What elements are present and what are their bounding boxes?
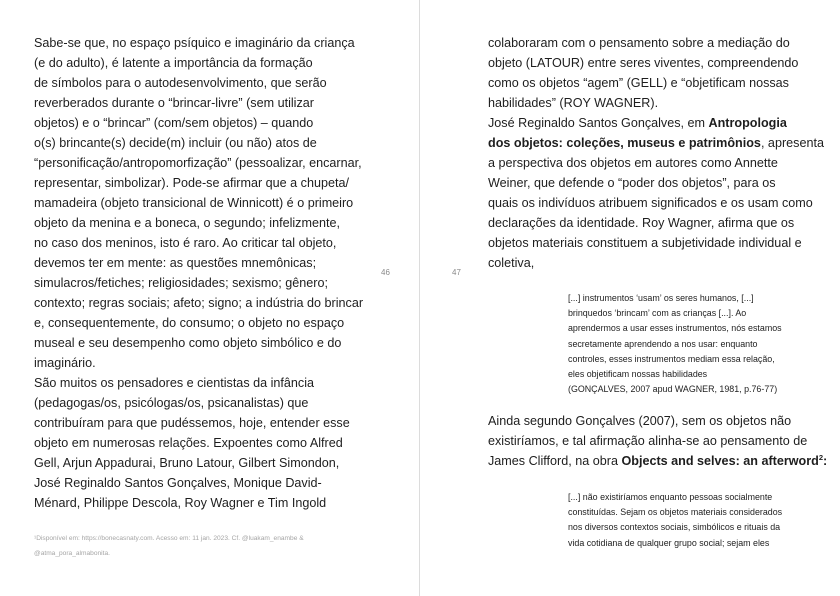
right-page-body-top [488, 33, 828, 273]
quote-line: nos diversos contextos sociais, simbólicos e rituais da [568, 522, 781, 533]
body-line: declarações da identidade. Roy Wagner, afirma que os [488, 216, 795, 230]
block-quote [568, 490, 828, 551]
body-line: simulacros/fetiches; religiosidades; sexismo; gênero; [34, 276, 328, 290]
body-line [488, 133, 828, 153]
body-line: São muitos os pensadores e cientistas da infância [34, 376, 315, 390]
body-line: e, consequentemente, do consumo; o objeto no espaço [34, 316, 345, 330]
body-line: mamadeira (objeto transicional de Winnicott) é o primeiro [34, 196, 354, 210]
body-line: objeto da menina e a boneca, o segundo; infelizmente, [34, 216, 340, 230]
body-line: (pedagogas/os, psicólogas/os, psicanalistas) que [34, 396, 309, 410]
body-line: José Reginaldo Santos Gonçalves, Monique David- [34, 476, 322, 490]
body-line: Weiner, que defende o “poder dos objetos”, para os [488, 176, 776, 190]
book-title-part: Antropologia [708, 116, 787, 130]
footnote-line: @atma_pora_almabonita. [34, 550, 110, 557]
quote-line: brinquedos ‘brincam’ com as crianças [...]. Ao [568, 308, 747, 319]
body-line: objeto em numerosas relações. Expoentes como Alfred [34, 436, 343, 450]
book-title-part: dos objetos: coleções, museus e patrimônios [488, 136, 761, 150]
body-text-run: , apresenta [760, 136, 824, 150]
work-title: Objects and selves: an afterword [621, 454, 819, 468]
footnote [34, 531, 364, 561]
page-number-right: 47 [452, 268, 461, 277]
page-number-left: 46 [381, 268, 390, 277]
body-line: Ainda segundo Gonçalves (2007), sem os objetos não [488, 414, 792, 428]
quote-line: vida cotidiana de qualquer grupo social; sejam eles [568, 537, 770, 548]
colon: : [823, 454, 828, 468]
body-line: Ménard, Philippe Descola, Roy Wagner e Tim Ingold [34, 496, 327, 510]
body-line: imaginário. [34, 356, 96, 370]
body-line: no caso dos meninos, isto é raro. Ao criticar tal objeto, [34, 236, 337, 250]
body-line: coletiva, [488, 256, 535, 270]
body-line: quais os indivíduos atribuem significados e os usam como [488, 196, 813, 210]
quote-line: controles, esses instrumentos mediam essa relação, [568, 353, 775, 364]
body-line: a perspectiva dos objetos em autores como Annette [488, 156, 778, 170]
body-line: existiríamos, e tal afirmação alinha-se ao pensamento de [488, 434, 808, 448]
quote-line: aprendermos a usar esses instrumentos, nós estamos [568, 323, 782, 334]
body-line: representar, simbolizar). Pode-se afirmar que a chupeta/ [34, 176, 349, 190]
body-line: o(s) brincante(s) decide(m) incluir (ou não) atos de [34, 136, 317, 150]
quote-line: eles objetificam nossas habilidades [568, 369, 708, 380]
body-line: Sabe-se que, no espaço psíquico e imaginário da criança [34, 36, 355, 50]
footnote-line: ¹Disponível em: https://bonecasnaty.com. Acesso em: 11 jan. 2023. Cf. @luakam_enambe & [34, 535, 304, 542]
body-line: (e do adulto), é latente a importância da formação [34, 56, 313, 70]
body-line: museal e seu desempenho como objeto simbólico e do [34, 336, 342, 350]
body-line [488, 113, 828, 133]
body-line: objeto (LATOUR) entre seres viventes, compreendendo [488, 56, 799, 70]
right-page-body-middle [488, 411, 828, 471]
body-text-run: José Reginaldo Santos Gonçalves, em [488, 116, 709, 130]
body-line: objetos materiais constituem a subjetividade individual e [488, 236, 802, 250]
body-line [488, 451, 828, 471]
body-line: devemos ter em mente: as questões mnemônicas; [34, 256, 317, 270]
left-page [0, 0, 419, 596]
block-quote [568, 291, 828, 397]
body-line: “personificação/antropomorfização” (pessoalizar, encarnar, [34, 156, 362, 170]
quote-line: [...] não existiríamos enquanto pessoas socialmente [568, 492, 773, 502]
body-line: objetos) e o “brincar” (com/sem objetos) – quando [34, 116, 314, 130]
quote-line: [...] instrumentos ‘usam’ os seres humanos, [...] [568, 293, 754, 303]
body-line: Gell, Arjun Appadurai, Bruno Latour, Gilbert Simondon, [34, 456, 340, 470]
body-text-run: James Clifford, na obra [488, 454, 622, 468]
body-line: como os objetos “agem” (GELL) e “objetificam nossas [488, 76, 789, 90]
right-page [420, 0, 840, 596]
quote-line: secretamente aprendendo a nos usar: enquanto [568, 338, 758, 349]
footnote-reference: 2 [818, 452, 824, 462]
body-line: contexto; regras sociais; afeto; signo; a indústria do brincar [34, 296, 364, 310]
body-line: contribuíram para que pudéssemos, hoje, entender esse [34, 416, 350, 430]
body-line: habilidades” (ROY WAGNER). [488, 96, 659, 110]
body-line: de símbolos para o autodesenvolvimento, que serão [34, 76, 327, 90]
body-line: reverberados durante o “brincar-livre” (sem utilizar [34, 96, 314, 110]
left-page-body [34, 33, 364, 513]
body-line: colaboraram com o pensamento sobre a mediação do [488, 36, 790, 50]
quote-citation: (GONÇALVES, 2007 apud WAGNER, 1981, p.76-77) [568, 384, 778, 395]
quote-line: constituídas. Sejam os objetos materiais considerados [568, 507, 783, 518]
